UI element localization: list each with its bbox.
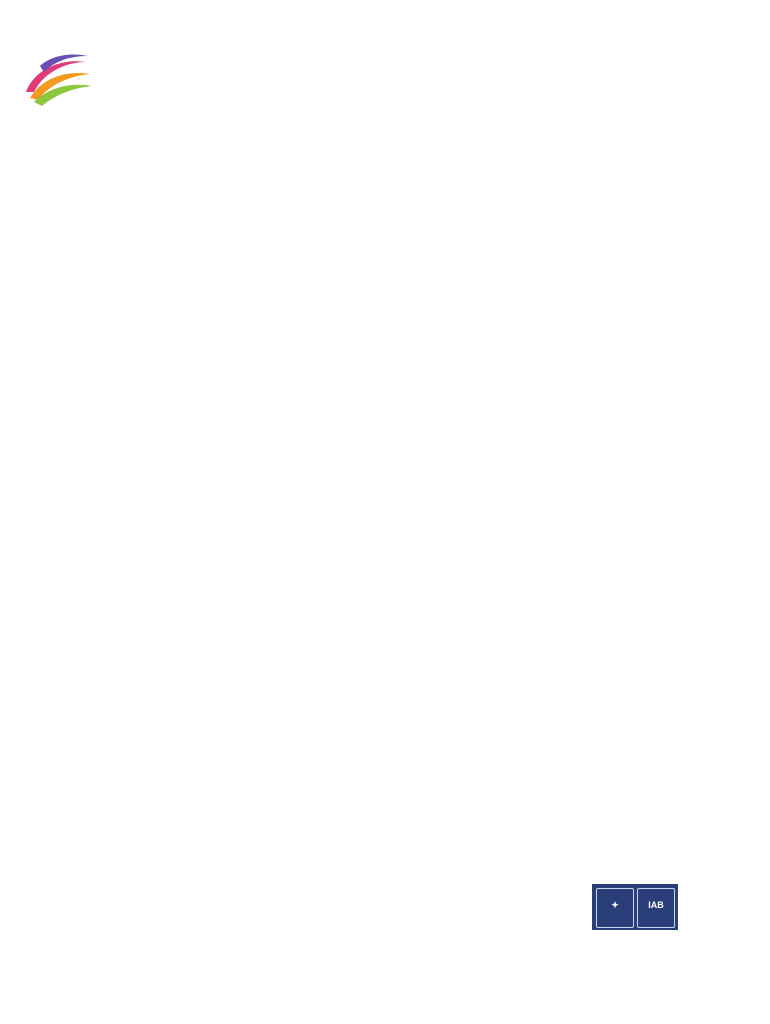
- logo-swirl-icon: [20, 48, 100, 118]
- accreditation-badges: [592, 884, 678, 930]
- age-uk-logo: [20, 48, 320, 118]
- footer-contacts: [218, 872, 232, 909]
- iab-badge-icon: IAB: [637, 888, 675, 928]
- charter-badge-icon: ✦: [596, 888, 634, 928]
